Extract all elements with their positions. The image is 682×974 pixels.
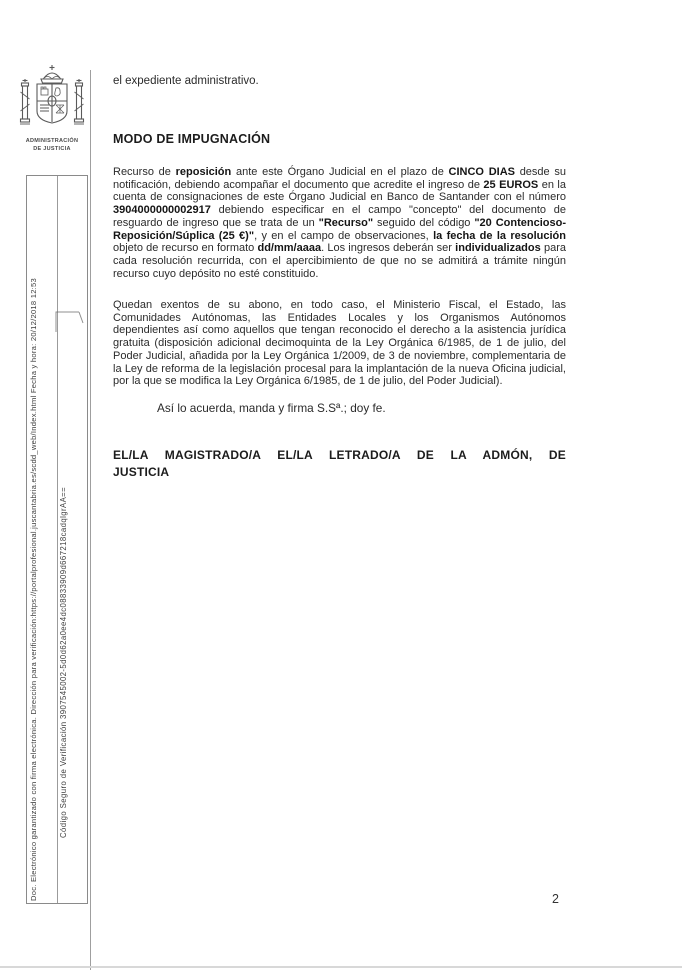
- signature-block: [113, 447, 566, 480]
- logo-caption-line2: DE JUSTICIA: [33, 145, 71, 152]
- paragraph-exentos: Quedan exentos de su abono, en todo caso, el Ministerio Fiscal, el Estado, las Comunidades Autónomas, las Entidades Locales y los Organismos Autónomos dependientes así como aquellos que tengan reconocido el derecho a la asistencia jurídica gratuita (disposición adicional decimoquinta de la Ley Orgánica 6/1985, de 1 de julio, del Poder Judicial, añadida por la Ley Orgánica 1/2009, de 3 de noviembre, complementaria de la Ley de reforma de la legislación procesal para la implantación de la nueva Oficina judicial, por la que se modifica la Ley Orgánica 6/1985, de 1 de julio, del Poder Judicial).: [113, 299, 566, 388]
- side-box-divider: [57, 176, 58, 903]
- scan-artifact-mark: [50, 298, 90, 343]
- sidebar-csv-text: Código Seguro de Verificación 3907545002-5d0d62a0ee4dc08833909d667218cadqlgrAA==: [59, 486, 68, 838]
- coat-of-arms-icon: [16, 64, 88, 138]
- intro-text: el expediente administrativo.: [113, 75, 259, 87]
- closing-formula: Así lo acuerda, manda y firma S.Sª.; doy fe.: [157, 401, 386, 415]
- signature-roles-line1: EL/LA MAGISTRADO/A EL/LA LETRADO/A DE LA ADMÓN, DE: [113, 448, 566, 462]
- sidebar-esignature-text: Doc. Electrónico garantizado con firma electrónica. Dirección para verificación:https://portalprofesional.juscantabria.es/scdd_web/Index.html Fecha y hora: 20/12/2018 12:53: [29, 278, 38, 901]
- signature-roles-line2: JUSTICIA: [113, 464, 170, 479]
- page-number: 2: [552, 892, 559, 906]
- paragraph-recurso: Recurso de reposición ante este Órgano Judicial en el plazo de CINCO DIAS desde su notificación, debiendo acompañar el documento que acredite el ingreso de 25 EUROS en la cuenta de consignaciones de este Órgano Judicial en Banco de Santander con el número 3904000000002917 debiendo especificar en el campo "concepto" del documento de resguardo de ingreso que se trata de un "Recurso" seguido del código "20 Contencioso-Reposición/Súplica (25 €)", y en el campo de observaciones, la fecha de la resolución objeto de recurso en formato dd/mm/aaaa. Los ingresos deberán ser individualizados para cada resolución recurrida, con el apercibimiento de que no se admitirá a trámite ningún recurso cuyo depósito no esté constituido.: [113, 166, 566, 280]
- section-heading: MODO DE IMPUGNACIÓN: [113, 132, 271, 146]
- page-bottom-edge: [0, 966, 682, 968]
- logo-caption-line1: ADMINISTRACIÓN: [25, 138, 79, 144]
- logo-caption: [8, 138, 96, 153]
- scan-edge-line: [90, 70, 91, 970]
